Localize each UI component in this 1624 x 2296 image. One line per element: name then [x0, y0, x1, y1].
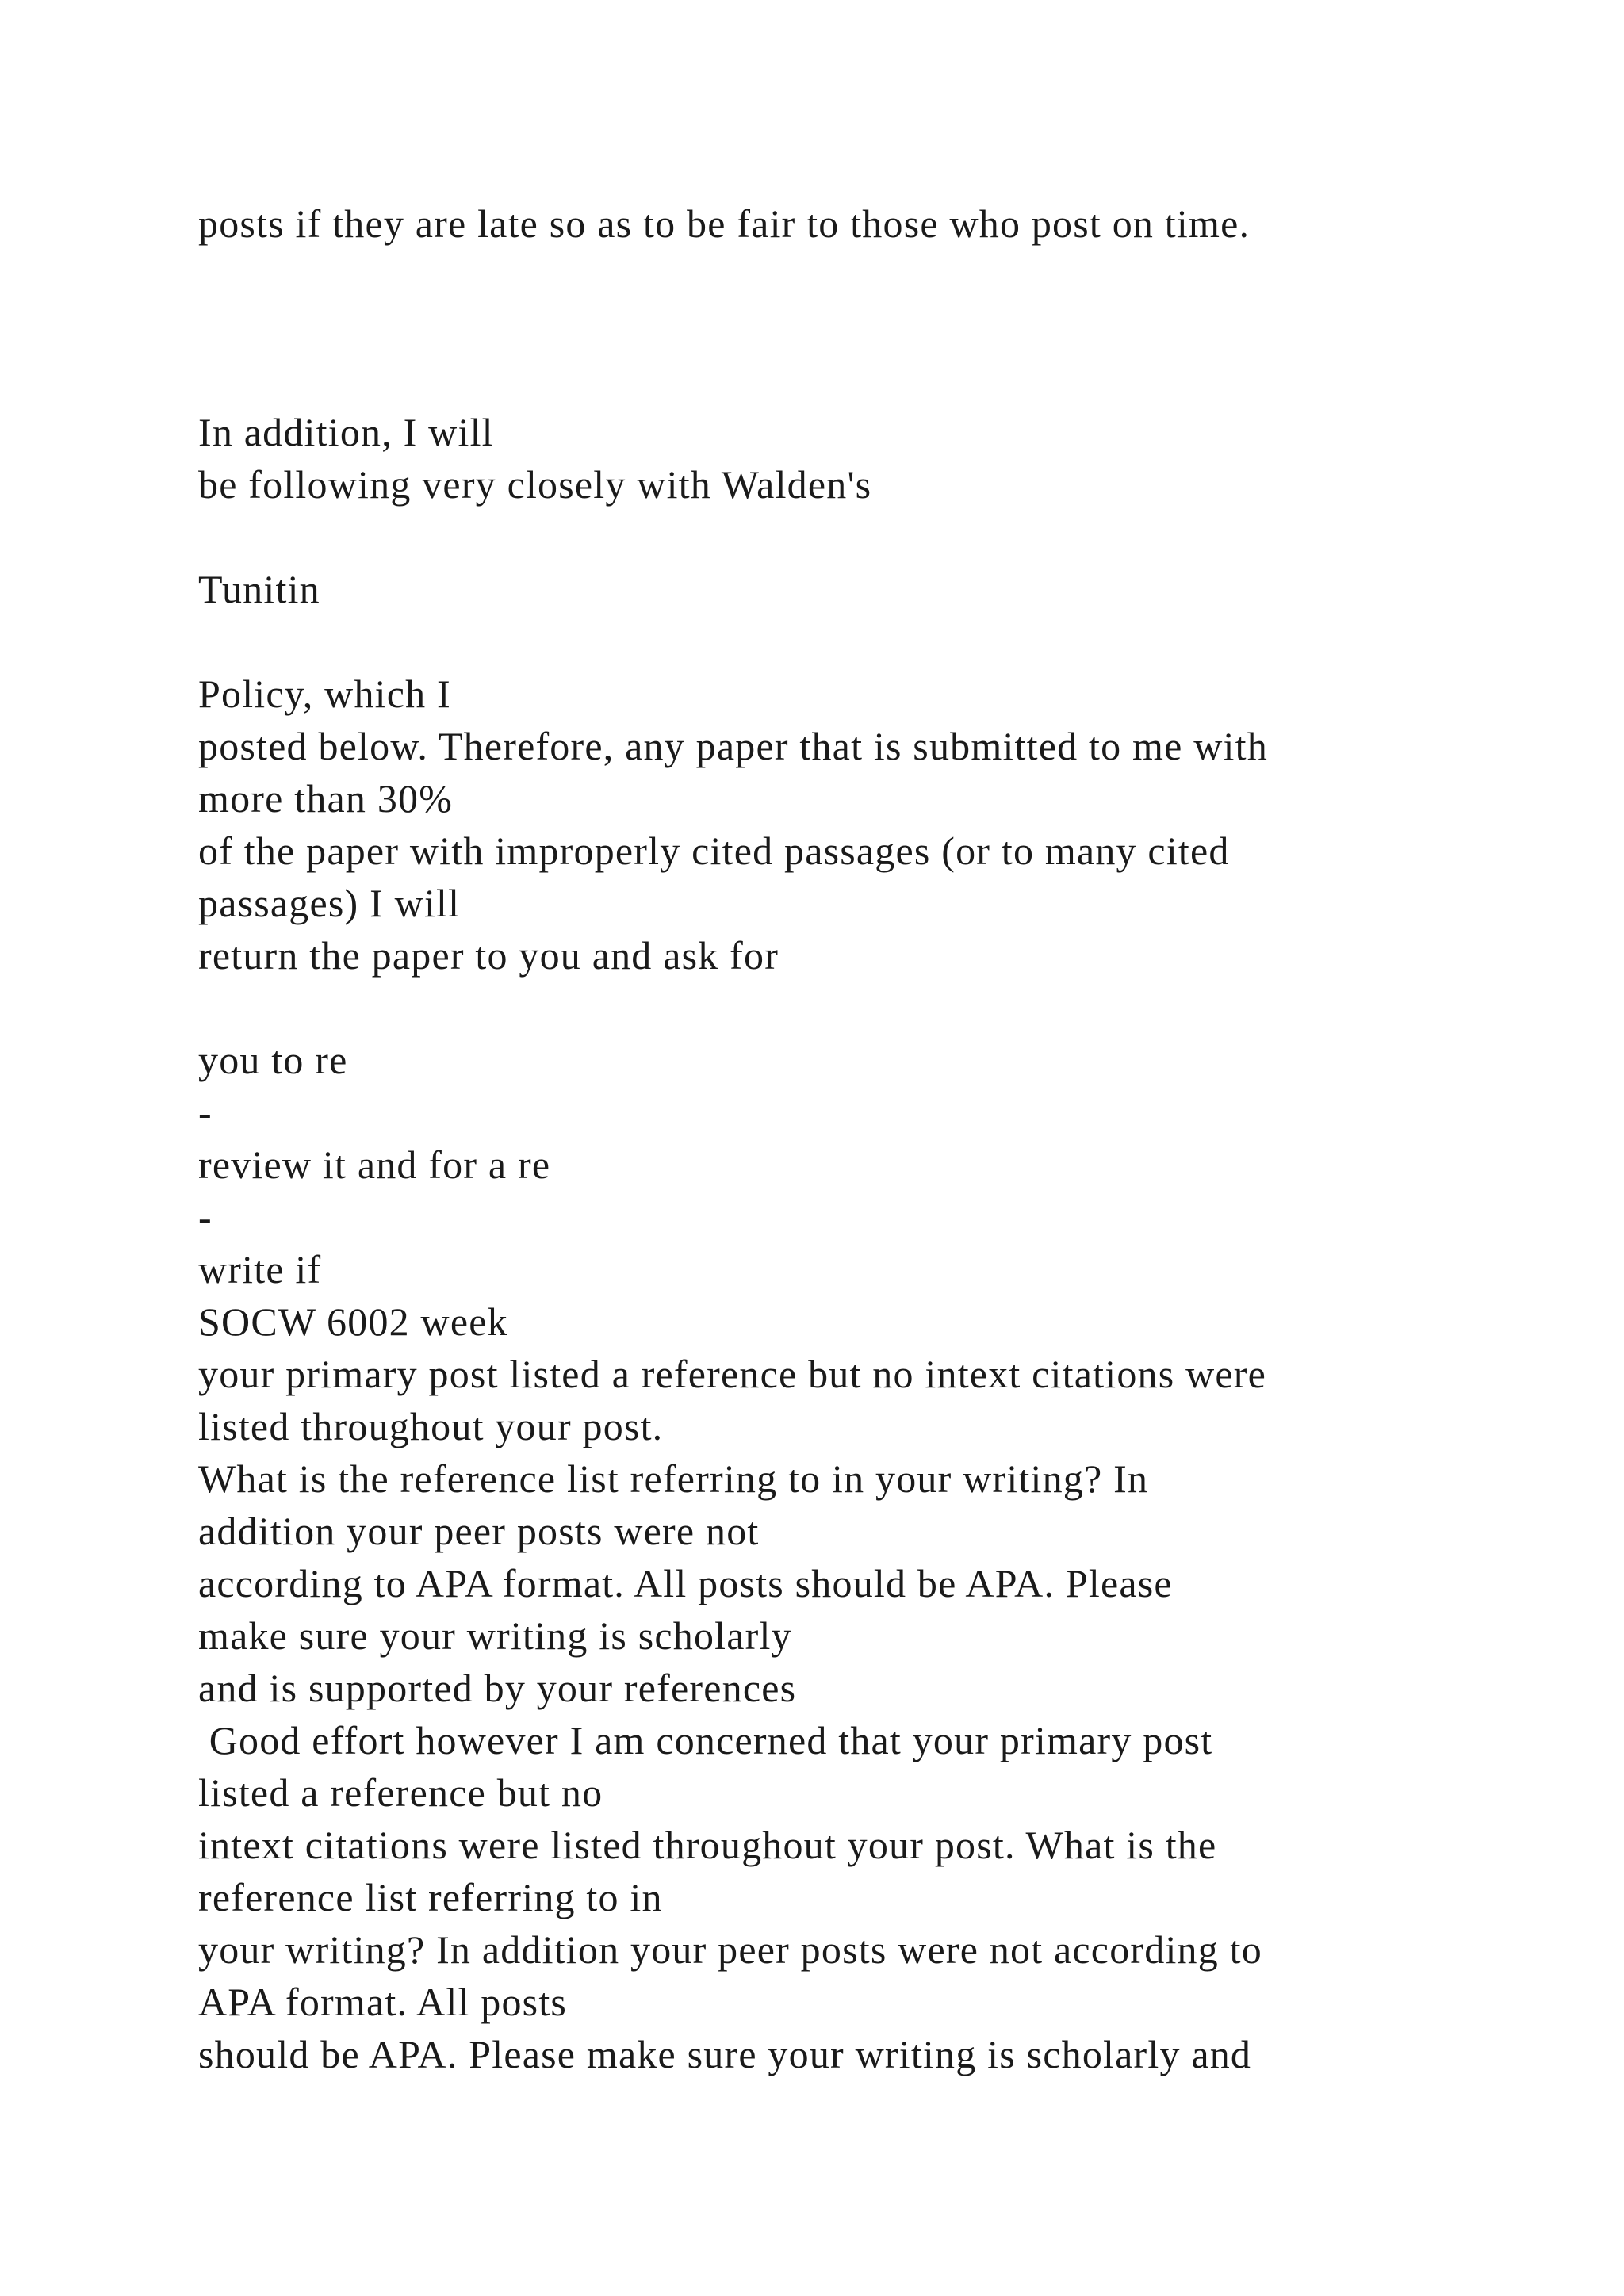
text-line: listed throughout your post. [198, 1404, 664, 1448]
text-line: review it and for a re [198, 1142, 551, 1187]
text-line: addition your peer posts were not [198, 1509, 760, 1553]
text-line: Policy, which I [198, 672, 451, 716]
text-line: should be APA. Please make sure your writing is scholarly and [198, 2032, 1252, 2076]
text-line: intext citations were listed throughout your post. What is the [198, 1823, 1217, 1867]
text-line: listed a reference but no [198, 1770, 603, 1815]
text-line: your writing? In addition your peer posts were not according to [198, 1927, 1262, 1972]
text-line: more than 30% [198, 776, 454, 821]
text-line: What is the reference list referring to in your writing? In [198, 1456, 1149, 1501]
text-line: write if [198, 1247, 322, 1292]
text-line: posts if they are late so as to be fair to those who post on time. [198, 201, 1251, 246]
text-line: according to APA format. All posts should be APA. Please [198, 1561, 1173, 1605]
text-line: you to re [198, 1038, 348, 1082]
text-line: of the paper with improperly cited passages (or to many cited [198, 828, 1230, 873]
text-line: your primary post listed a reference but no intext citations were [198, 1352, 1267, 1396]
text-line: make sure your writing is scholarly [198, 1613, 792, 1658]
text-line: - [198, 1195, 213, 1239]
text-line: reference list referring to in [198, 1875, 663, 1919]
text-line: posted below. Therefore, any paper that is submitted to me with [198, 724, 1268, 768]
text-line: Good effort however I am concerned that your primary post [198, 1718, 1213, 1762]
text-line: SOCW 6002 week [198, 1299, 508, 1344]
text-line: Tunitin [198, 567, 320, 611]
text-line: passages) I will [198, 881, 461, 925]
text-line: In addition, I will [198, 410, 494, 454]
text-line: APA format. All posts [198, 1980, 568, 2024]
text-line: and is supported by your references [198, 1666, 797, 1710]
text-line: - [198, 1090, 213, 1135]
text-line: return the paper to you and ask for [198, 933, 779, 978]
text-line: be following very closely with Walden's [198, 462, 872, 507]
